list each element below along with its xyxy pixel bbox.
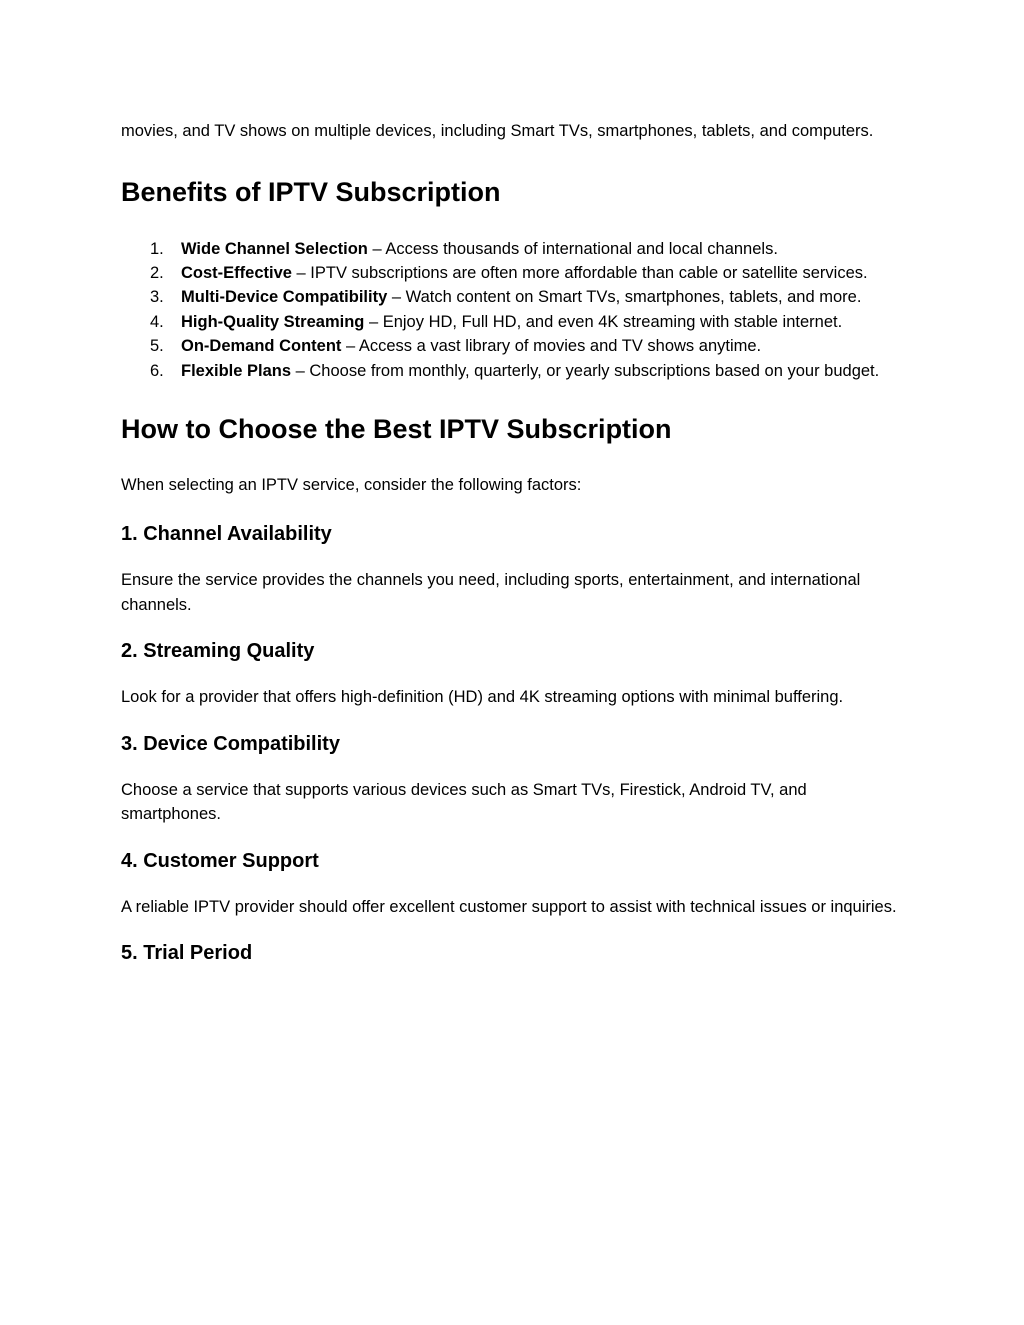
choose-heading: How to Choose the Best IPTV Subscription: [121, 413, 672, 444]
factor-body: Choose a service that supports various devices such as Smart TVs, Firestick, Android TV, and smartphones.: [121, 780, 807, 824]
factor-heading: 2. Streaming Quality: [121, 640, 315, 663]
benefit-number: 4.: [150, 312, 164, 331]
factor-heading: 1. Channel Availability: [121, 523, 332, 546]
document-page: [121, 119, 901, 966]
benefit-term: High-Quality Streaming: [181, 312, 365, 331]
benefit-description: – IPTV subscriptions are often more affordable than cable or satellite services.: [291, 263, 868, 282]
benefits-list-wrapper: [121, 237, 901, 383]
choose-intro: When selecting an IPTV service, consider the following factors:: [121, 475, 582, 494]
benefit-item: [121, 334, 901, 358]
benefit-term: On-Demand Content: [181, 337, 342, 356]
benefit-description: – Watch content on Smart TVs, smartphones, tablets, and more.: [387, 288, 862, 307]
factor-heading: 5. Trial Period: [121, 942, 253, 965]
benefits-heading: Benefits of IPTV Subscription: [121, 176, 501, 207]
factor-body: Ensure the service provides the channels you need, including sports, entertainment, and international channels.: [121, 571, 861, 614]
benefit-number: 3.: [150, 288, 164, 307]
factor-heading: 4. Customer Support: [121, 849, 319, 872]
benefit-term: Multi-Device Compatibility: [181, 288, 388, 307]
benefit-number: 2.: [150, 263, 164, 282]
factor-heading: 3. Device Compatibility: [121, 732, 340, 755]
benefit-description: – Choose from monthly, quarterly, or yearly subscriptions based on your budget.: [291, 361, 880, 380]
benefit-item: [121, 285, 901, 309]
benefit-item: [121, 261, 901, 285]
benefit-description: – Access a vast library of movies and TV shows anytime.: [341, 337, 762, 356]
benefit-item: [121, 237, 901, 261]
benefits-list: [121, 237, 901, 383]
benefit-number: 1.: [150, 239, 164, 258]
benefit-number: 5.: [150, 337, 164, 356]
benefit-description: – Access thousands of international and local channels.: [367, 239, 778, 258]
benefit-term: Wide Channel Selection: [181, 239, 368, 258]
benefit-item: [121, 359, 901, 383]
factor-body: Look for a provider that offers high-definition (HD) and 4K streaming options with minimal buffering.: [121, 688, 844, 707]
benefit-item: [121, 310, 901, 334]
benefit-number: 6.: [150, 361, 164, 380]
benefit-description: – Enjoy HD, Full HD, and even 4K streaming with stable internet.: [364, 312, 843, 331]
benefit-term: Flexible Plans: [181, 361, 292, 380]
intro-paragraph: movies, and TV shows on multiple devices, including Smart TVs, smartphones, tablets, and computers.: [121, 122, 874, 140]
benefit-term: Cost-Effective: [181, 263, 292, 282]
factor-body: A reliable IPTV provider should offer excellent customer support to assist with technical issues or inquiries.: [121, 897, 897, 916]
